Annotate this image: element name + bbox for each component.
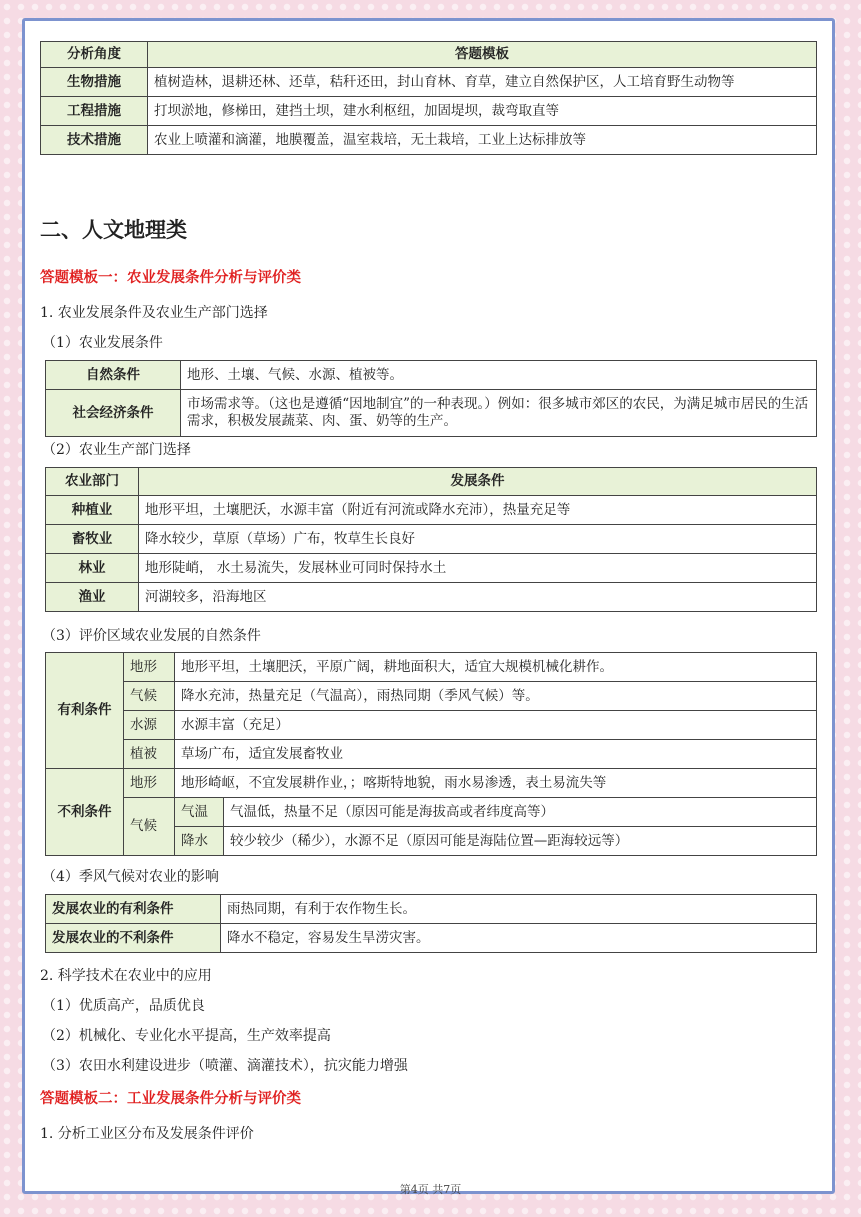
template-title: 答题模板一：农业发展条件分析与评价类 [40, 270, 301, 286]
row-text: 较少较少（稀少），水源不足（原因可能是海陆位置—距海较远等） [224, 827, 817, 856]
row-text: 降水不稳定，容易发生旱涝灾害。 [221, 924, 817, 953]
factor-label: 地形 [124, 653, 175, 682]
table-row [46, 769, 817, 798]
row-text: 打坝淤地，修梯田，建挡土坝，建水利枢纽，加固堤坝，裁弯取直等 [148, 97, 817, 126]
table-header: 分析角度 [41, 42, 148, 68]
table-row [41, 126, 817, 155]
row-label: 生物措施 [41, 68, 148, 97]
row-label: 渔业 [46, 583, 139, 612]
evaluation-table [45, 652, 817, 856]
row-text: 降水充沛，热量充足（气温高），雨热同期（季风气候）等。 [175, 682, 817, 711]
row-label: 发展农业的有利条件 [46, 895, 221, 924]
table-header: 发展条件 [139, 468, 817, 496]
row-text: 水源丰富（充足） [175, 711, 817, 740]
row-text: 草场广布，适宜发展畜牧业 [175, 740, 817, 769]
table-row [41, 68, 817, 97]
conditions-table [45, 360, 817, 437]
row-text: 降水较少，草原（草场）广布，牧草生长良好 [139, 525, 817, 554]
row-label: 社会经济条件 [46, 390, 181, 437]
row-text: 河湖较多，沿海地区 [139, 583, 817, 612]
row-text: 地形崎岖，不宜发展耕作业，；喀斯特地貌，雨水易渗透，表土易流失等 [175, 769, 817, 798]
unfavorable-label: 不利条件 [46, 769, 124, 856]
factor-label: 水源 [124, 711, 175, 740]
row-label: 种植业 [46, 496, 139, 525]
table-row [46, 496, 817, 525]
table-row [46, 554, 817, 583]
measures-table [40, 41, 817, 155]
row-label: 自然条件 [46, 361, 181, 390]
sub-heading: （1）农业发展条件 [42, 335, 163, 351]
table-row [46, 361, 817, 390]
row-text: 地形平坦，土壤肥沃，水源丰富（附近有河流或降水充沛），热量充足等 [139, 496, 817, 525]
sub-heading: （4）季风气候对农业的影响 [42, 869, 219, 885]
page-footer: 第4页 共7页 [399, 1183, 462, 1196]
table-row [46, 798, 817, 827]
table-row [46, 740, 817, 769]
item-heading: 2. 科学技术在农业中的应用 [40, 968, 212, 984]
template-title: 答题模板二：工业发展条件分析与评价类 [40, 1091, 301, 1107]
row-text: 地形平坦，土壤肥沃，平原广阔，耕地面积大，适宜大规模机械化耕作。 [175, 653, 817, 682]
favorable-label: 有利条件 [46, 653, 124, 769]
factor-label: 地形 [124, 769, 175, 798]
row-label: 工程措施 [41, 97, 148, 126]
row-text: 地形陡峭， 水土易流失，发展林业可同时保持水土 [139, 554, 817, 583]
row-text: 地形、土壤、气候、水源、植被等。 [181, 361, 817, 390]
row-text: 植树造林，退耕还林、还草，秸秆还田，封山育林、育草，建立自然保护区，人工培育野生动物等 [148, 68, 817, 97]
table-row [46, 653, 817, 682]
factor-label: 气候 [124, 798, 175, 856]
row-text: 市场需求等。（这也是遵循“因地制宜”的一种表现。）例如：很多城市郊区的农民，为满足城市居民的生活需求，积极发展蔬菜、肉、蛋、奶等的生产。 [181, 390, 817, 437]
table-row [46, 711, 817, 740]
row-label: 林业 [46, 554, 139, 583]
row-text: 农业上喷灌和滴灌，地膜覆盖，温室栽培，无土栽培，工业上达标排放等 [148, 126, 817, 155]
sub-heading: （2）农业生产部门选择 [42, 442, 191, 458]
list-item: （1）优质高产，品质优良 [42, 998, 205, 1014]
sub-heading: （3）评价区域农业发展的自然条件 [42, 628, 261, 644]
list-item: （2）机械化、专业化水平提高，生产效率提高 [42, 1028, 331, 1044]
factor-label: 气候 [124, 682, 175, 711]
subfactor-label: 气温 [175, 798, 224, 827]
row-text: 气温低，热量不足（原因可能是海拔高或者纬度高等） [224, 798, 817, 827]
table-header: 答题模板 [148, 42, 817, 68]
table-row [46, 895, 817, 924]
table-row [46, 525, 817, 554]
row-label: 畜牧业 [46, 525, 139, 554]
table-row [46, 390, 817, 437]
sectors-table [45, 467, 817, 612]
table-row [46, 924, 817, 953]
monsoon-table [45, 894, 817, 953]
table-row [41, 97, 817, 126]
section-title: 二、人文地理类 [40, 218, 187, 242]
table-header: 农业部门 [46, 468, 139, 496]
row-label: 发展农业的不利条件 [46, 924, 221, 953]
table-row [46, 682, 817, 711]
list-item: （3）农田水利建设进步（喷灌、滴灌技术），抗灾能力增强 [42, 1058, 408, 1074]
subfactor-label: 降水 [175, 827, 224, 856]
item-heading: 1. 农业发展条件及农业生产部门选择 [40, 305, 268, 321]
table-row [46, 583, 817, 612]
row-text: 雨热同期，有利于农作物生长。 [221, 895, 817, 924]
factor-label: 植被 [124, 740, 175, 769]
row-label: 技术措施 [41, 126, 148, 155]
item-heading: 1. 分析工业区分布及发展条件评价 [40, 1126, 254, 1142]
